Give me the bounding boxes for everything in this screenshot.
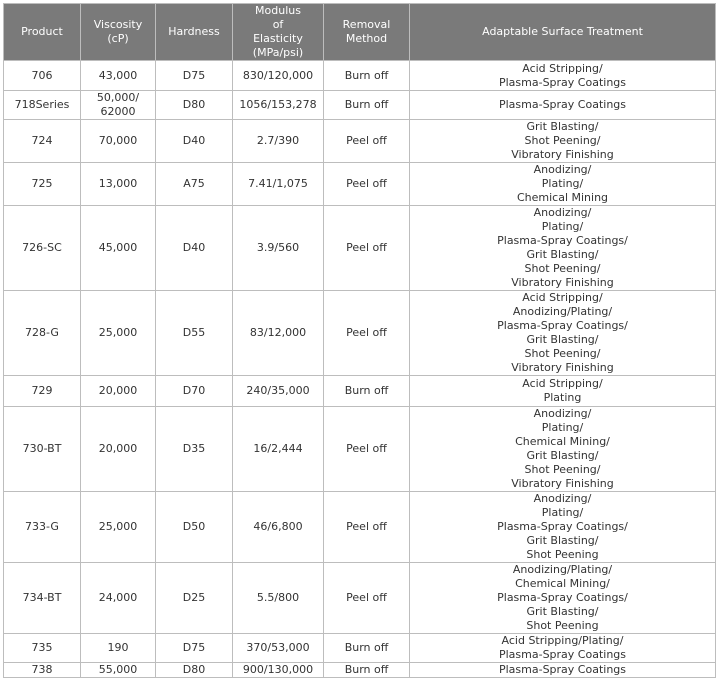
cell-hardness: D25 — [156, 563, 233, 634]
cell-treatment: Anodizing/ Plating/ Chemical Mining — [410, 163, 716, 206]
cell-product: 729 — [4, 376, 81, 407]
header-hardness: Hardness — [156, 4, 233, 61]
cell-removal: Burn off — [324, 634, 410, 663]
cell-treatment: Acid Stripping/ Plasma-Spray Coatings — [410, 61, 716, 91]
header-modulus: Modulus of Elasticity (MPa/psi) — [233, 4, 324, 61]
cell-treatment: Acid Stripping/ Plating — [410, 376, 716, 407]
cell-modulus: 830/120,000 — [233, 61, 324, 91]
header-removal: Removal Method — [324, 4, 410, 61]
cell-treatment: Anodizing/ Plating/ Plasma-Spray Coatings/ Grit Blasting/ Shot Peening/ Vibratory Finishing — [410, 206, 716, 291]
cell-modulus: 3.9/560 — [233, 206, 324, 291]
cell-treatment: Acid Stripping/Plating/ Plasma-Spray Coatings — [410, 634, 716, 663]
cell-modulus: 900/130,000 — [233, 663, 324, 678]
cell-removal: Peel off — [324, 120, 410, 163]
header-product: Product — [4, 4, 81, 61]
cell-hardness: D80 — [156, 663, 233, 678]
cell-product: 730-BT — [4, 407, 81, 492]
cell-product: 738 — [4, 663, 81, 678]
cell-viscosity: 70,000 — [81, 120, 156, 163]
cell-product: 733-G — [4, 492, 81, 563]
table-row — [4, 407, 716, 492]
cell-treatment: Anodizing/Plating/ Chemical Mining/ Plasma-Spray Coatings/ Grit Blasting/ Shot Peening — [410, 563, 716, 634]
cell-viscosity: 43,000 — [81, 61, 156, 91]
table-row — [4, 61, 716, 91]
cell-viscosity: 20,000 — [81, 376, 156, 407]
cell-hardness: A75 — [156, 163, 233, 206]
cell-removal: Peel off — [324, 492, 410, 563]
cell-modulus: 240/35,000 — [233, 376, 324, 407]
cell-hardness: D55 — [156, 291, 233, 376]
cell-viscosity: 25,000 — [81, 291, 156, 376]
cell-viscosity: 13,000 — [81, 163, 156, 206]
cell-product: 718Series — [4, 91, 81, 120]
cell-hardness: D40 — [156, 206, 233, 291]
cell-viscosity: 55,000 — [81, 663, 156, 678]
cell-viscosity: 190 — [81, 634, 156, 663]
cell-treatment: Grit Blasting/ Shot Peening/ Vibratory Finishing — [410, 120, 716, 163]
cell-hardness: D75 — [156, 61, 233, 91]
table-row — [4, 120, 716, 163]
table-row — [4, 206, 716, 291]
cell-hardness: D35 — [156, 407, 233, 492]
cell-viscosity: 25,000 — [81, 492, 156, 563]
table-row — [4, 91, 716, 120]
header-viscosity: Viscosity (cP) — [81, 4, 156, 61]
cell-viscosity: 45,000 — [81, 206, 156, 291]
cell-removal: Peel off — [324, 163, 410, 206]
cell-modulus: 83/12,000 — [233, 291, 324, 376]
cell-removal: Burn off — [324, 91, 410, 120]
cell-removal: Peel off — [324, 206, 410, 291]
table-row — [4, 291, 716, 376]
cell-viscosity: 24,000 — [81, 563, 156, 634]
table-row — [4, 563, 716, 634]
cell-removal: Burn off — [324, 663, 410, 678]
table-row — [4, 663, 716, 678]
cell-removal: Peel off — [324, 563, 410, 634]
cell-treatment: Acid Stripping/ Anodizing/Plating/ Plasma-Spray Coatings/ Grit Blasting/ Shot Peening/ Vibratory Finishing — [410, 291, 716, 376]
cell-product: 728-G — [4, 291, 81, 376]
cell-product: 706 — [4, 61, 81, 91]
table-row — [4, 163, 716, 206]
cell-hardness: D80 — [156, 91, 233, 120]
table-row — [4, 492, 716, 563]
cell-product: 734-BT — [4, 563, 81, 634]
cell-product: 725 — [4, 163, 81, 206]
cell-product: 724 — [4, 120, 81, 163]
cell-removal: Peel off — [324, 291, 410, 376]
cell-modulus: 5.5/800 — [233, 563, 324, 634]
cell-modulus: 16/2,444 — [233, 407, 324, 492]
cell-treatment: Plasma-Spray Coatings — [410, 91, 716, 120]
cell-modulus: 370/53,000 — [233, 634, 324, 663]
table-row — [4, 634, 716, 663]
cell-modulus: 46/6,800 — [233, 492, 324, 563]
cell-hardness: D50 — [156, 492, 233, 563]
header-row — [4, 4, 716, 61]
cell-modulus: 2.7/390 — [233, 120, 324, 163]
cell-product: 735 — [4, 634, 81, 663]
cell-treatment: Anodizing/ Plating/ Chemical Mining/ Grit Blasting/ Shot Peening/ Vibratory Finishing — [410, 407, 716, 492]
cell-hardness: D75 — [156, 634, 233, 663]
cell-hardness: D70 — [156, 376, 233, 407]
header-treatment: Adaptable Surface Treatment — [410, 4, 716, 61]
cell-modulus: 7.41/1,075 — [233, 163, 324, 206]
cell-modulus: 1056/153,278 — [233, 91, 324, 120]
cell-viscosity: 20,000 — [81, 407, 156, 492]
cell-treatment: Plasma-Spray Coatings — [410, 663, 716, 678]
cell-removal: Burn off — [324, 61, 410, 91]
cell-removal: Peel off — [324, 407, 410, 492]
cell-viscosity: 50,000/ 62000 — [81, 91, 156, 120]
cell-product: 726-SC — [4, 206, 81, 291]
product-table — [3, 3, 716, 678]
cell-removal: Burn off — [324, 376, 410, 407]
cell-hardness: D40 — [156, 120, 233, 163]
table-row — [4, 376, 716, 407]
cell-treatment: Anodizing/ Plating/ Plasma-Spray Coatings/ Grit Blasting/ Shot Peening — [410, 492, 716, 563]
